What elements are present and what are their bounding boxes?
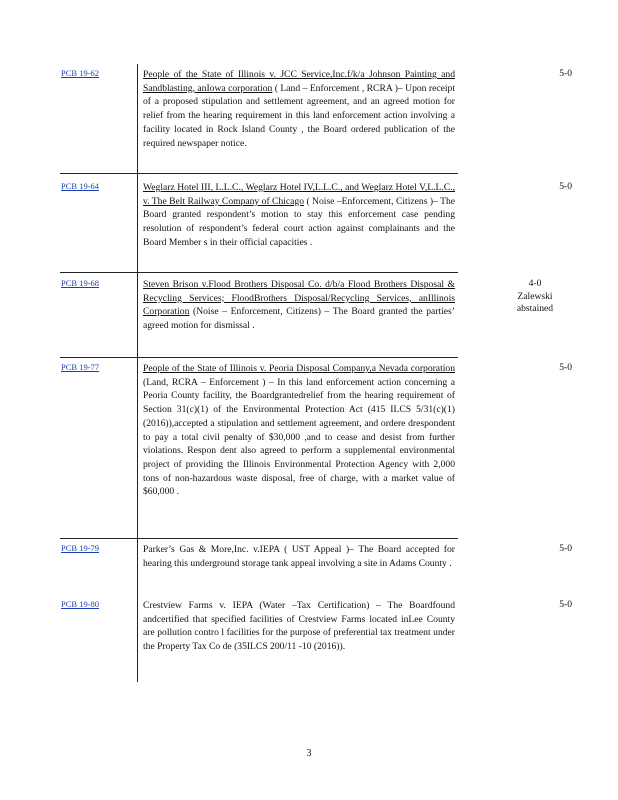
case-parties: Weglarz Hotel III, L.L.C., Weglarz Hotel IV,L.L.C., and Weglarz Hotel V,L.L.C., v. The Belt Railway Company of Chicago	[143, 182, 455, 207]
case-description	[143, 278, 455, 333]
row-divider	[60, 272, 458, 273]
case-summary: ( Noise –Enforcement, Citizens )– The Board granted respondent’s motion to stay this enforcement case pending resolution of respondent’s federal court action against complainants and the Board Member s in their official capacities .	[143, 195, 455, 248]
case-number-link[interactable]: PCB 19-77	[61, 362, 100, 372]
case-description	[143, 181, 455, 250]
case-description	[143, 68, 455, 150]
case-vote: 5-0	[559, 362, 572, 373]
case-description	[143, 543, 455, 570]
row-divider	[60, 173, 458, 174]
case-number-link[interactable]: PCB 19-62	[61, 68, 100, 78]
case-parties: Steven Brison v.Flood Brothers Disposal Co. d/b/a Flood Brothers Disposal & Recycling Services; FloodBrothers Disposal/Recycling Services, anIllinois Corporation	[143, 279, 455, 318]
case-parties: People of the State of Illinois v. JCC Service,Inc.f/k/a Johnson Painting and Sandblasting, anIowa corporation	[143, 69, 455, 94]
case-parties: People of the State of Illinois v. Peoria Disposal Company,a Nevada corporation	[143, 363, 455, 374]
case-summary: Parker’s Gas & More,Inc. v.IEPA ( UST Appeal )– The Board accepted for hearing this underground storage tank appeal involving a site in Adams County .	[143, 544, 455, 569]
row-divider	[60, 357, 458, 358]
case-number-link[interactable]: PCB 19-64	[61, 181, 100, 191]
row-divider	[60, 538, 458, 539]
case-vote: 5-0	[559, 599, 572, 610]
vertical-rule	[137, 64, 138, 682]
case-vote: 5-0	[559, 68, 572, 79]
case-vote-note: Zalewski abstained	[516, 291, 554, 314]
case-description	[143, 362, 455, 499]
case-number-link[interactable]: PCB 19-80	[61, 599, 100, 609]
case-number-link[interactable]: PCB 19-68	[61, 278, 100, 288]
case-summary: (Land, RCRA – Enforcement ) – In this land enforcement action concerning a Peoria County facility, the Boardgrantedrelief from the hearing requirement of Section 31(c)(1) of the Environmental Protection Act (415 ILCS 5/31(c)(1) (2016)),accepted a stipulation and settlement agreement, and ordere drespondent to pay a total civil penalty of $30,000 ,and to cease and desist from further violations. Respon dent also agreed to perform a supplemental environmental project of providing the Illinois Environmental Protection Agency with 2,000 tons of non-hazardous waste disposal, free of charge, with a market value of $60,000 .	[143, 376, 455, 498]
case-number-link[interactable]: PCB 19-79	[61, 543, 100, 553]
case-vote: 5-0	[559, 543, 572, 554]
case-vote: 4-0	[528, 278, 542, 289]
case-description	[143, 599, 455, 654]
case-summary: (Noise – Enforcement, Citizens) – The Board granted the parties’ agreed motion for dismissal .	[143, 306, 455, 332]
case-summary: Crestview Farms v. IEPA (Water –Tax Certification) – The Boardfound andcertified that specified facilities of Crestview Farms located inLee County are pollution contro l facilities for the purpose of preferential tax treatment under the Property Tax Co de (35ILCS 200/11 -10 (2016)).	[143, 600, 455, 653]
case-summary: ( Land – Enforcement , RCRA )– Upon receipt of a proposed stipulation and settlement agreement, and an agreed motion for relief from the hearing requirement in this land enforcement action involving a facility located in Rock Island County , the Board ordered publication of the required newspaper notice.	[143, 82, 456, 149]
case-vote: 5-0	[559, 181, 572, 192]
page-number: 3	[306, 748, 312, 759]
